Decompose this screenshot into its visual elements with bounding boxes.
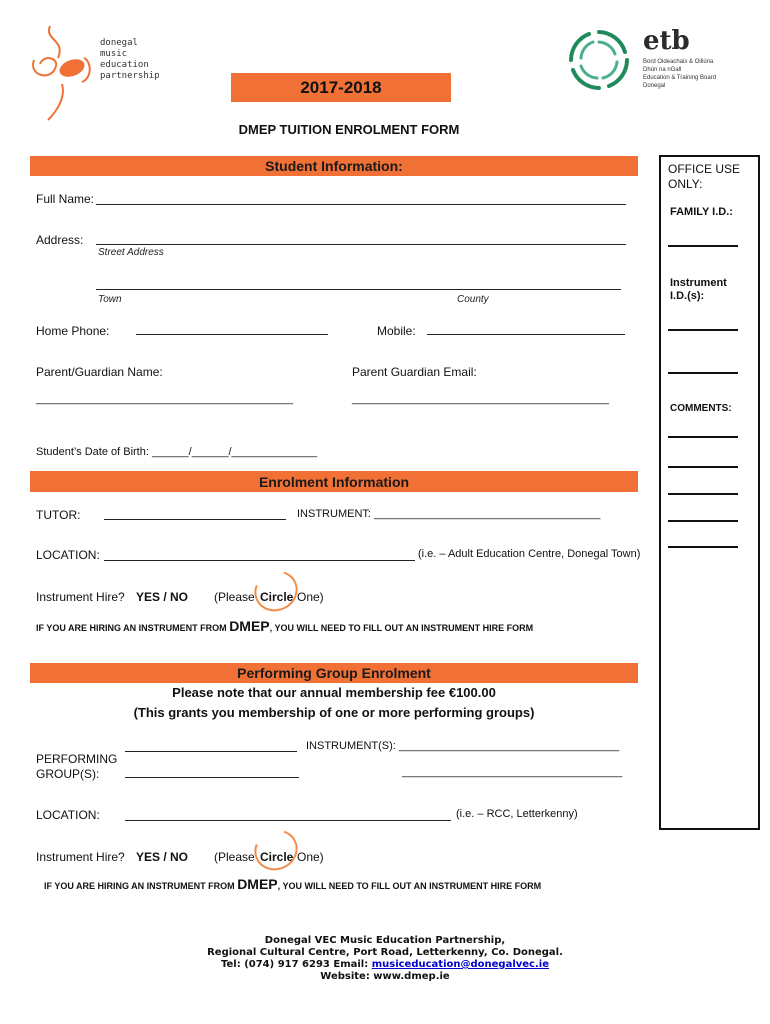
comments-line-4[interactable]: [668, 520, 738, 522]
performing-hire-yes-no[interactable]: YES / NO: [136, 850, 189, 864]
performing-note-post: , YOU WILL NEED TO FILL OUT AN INSTRUMENT HIRE FORM: [277, 881, 542, 891]
membership-fee-note: Please note that our annual membership fee €100.00: [172, 685, 496, 700]
etb-sub-3: Education & Training Board: [643, 75, 717, 81]
office-title: OFFICE USE ONLY:: [668, 162, 741, 191]
comments-line-1[interactable]: [668, 436, 738, 438]
town-caption: Town: [98, 294, 122, 305]
performing-group-field-1[interactable]: [125, 751, 297, 752]
enrolment-section-title: Enrolment Information: [258, 474, 410, 490]
circle-mark: [248, 564, 305, 619]
footer-line-2: Regional Cultural Centre, Port Road, Letterkenny, Co. Donegal.: [207, 947, 563, 958]
performing-hire-form-note: [44, 876, 541, 892]
performing-location-hint: (i.e. – RCC, Letterkenny): [456, 808, 578, 820]
tutor-field[interactable]: [104, 519, 286, 520]
comments-line-2[interactable]: [668, 466, 738, 468]
parent-name-field[interactable]: __________________________________________: [36, 393, 293, 405]
parent-name-label: Parent/Guardian Name:: [36, 365, 163, 379]
county-caption: County: [457, 294, 489, 305]
logo-text-4: partnership: [100, 71, 160, 81]
footer-line-3: [0, 959, 770, 971]
instrument-id-field-2[interactable]: [668, 372, 738, 374]
footer-tel-email: Tel: (074) 917 6293 Email:: [221, 959, 372, 970]
full-name-field[interactable]: [96, 204, 626, 205]
performing-circle-text: Circle: [260, 850, 294, 864]
performing-one-text: One): [297, 850, 324, 864]
performing-note-pre: IF YOU ARE HIRING AN INSTRUMENT FROM: [44, 881, 235, 891]
performing-circle-mark: [248, 823, 305, 878]
performing-hire-question: Instrument Hire?: [36, 850, 125, 864]
location-hint: (i.e. – Adult Education Centre, Donegal Town): [418, 548, 641, 560]
street-address-field[interactable]: [96, 244, 626, 245]
comments-label: COMMENTS:: [670, 403, 732, 414]
student-section-title: Student Information:: [265, 158, 403, 174]
performing-groups-label-1: PERFORMING: [36, 752, 118, 766]
footer: [0, 935, 770, 983]
address-label: Address:: [36, 233, 84, 247]
town-county-field[interactable]: [96, 289, 621, 290]
etb-sub-1: Bord Oideachais & Oiliúna: [643, 59, 714, 65]
street-address-caption: Street Address: [98, 247, 164, 258]
performing-location-field[interactable]: [125, 820, 451, 821]
etb-sub-2: Dhún na nGall: [643, 67, 682, 73]
performing-section-title: Performing Group Enrolment: [237, 665, 431, 681]
instrument-hire-question: Instrument Hire?: [36, 590, 125, 604]
family-id-label: FAMILY I.D.:: [670, 206, 733, 218]
parent-email-label: Parent Guardian Email:: [352, 365, 477, 379]
home-phone-label: Home Phone:: [36, 324, 110, 338]
mobile-label: Mobile:: [377, 324, 416, 338]
family-id-field[interactable]: [668, 245, 738, 247]
dmep-logo: [22, 18, 172, 123]
instruments-field-2[interactable]: ____________________________________: [402, 766, 623, 778]
performing-groups-label-2: GROUP(S):: [36, 767, 100, 781]
parent-email-field[interactable]: __________________________________________: [352, 393, 609, 405]
dob-field[interactable]: Student’s Date of Birth: ______/______/______________: [36, 446, 318, 458]
hire-yes-no[interactable]: YES / NO: [136, 590, 189, 604]
one-text: One): [297, 590, 324, 604]
location-field[interactable]: [104, 560, 415, 561]
instrument-id-label: Instrument I.D.(s):: [670, 277, 727, 302]
hire-form-note: [36, 618, 533, 634]
instrument-field[interactable]: INSTRUMENT: _____________________________________: [297, 508, 601, 520]
full-name-label: Full Name:: [36, 192, 95, 206]
year-banner: [231, 73, 451, 102]
performing-group-field-2[interactable]: [125, 777, 299, 778]
logo-text-3: education: [100, 60, 149, 70]
home-phone-field[interactable]: [136, 334, 328, 335]
etb-brand: etb: [643, 26, 690, 56]
logo-text-1: donegal: [100, 38, 138, 48]
membership-grant-note: (This grants you membership of one or more performing groups): [133, 705, 535, 720]
hire-note-post: , YOU WILL NEED TO FILL OUT AN INSTRUMENT HIRE FORM: [269, 623, 534, 633]
hire-note-dmep: DMEP: [229, 618, 270, 634]
etb-logo: [565, 22, 755, 102]
comments-line-5[interactable]: [668, 546, 738, 548]
year-text: 2017-2018: [300, 78, 382, 97]
logo-text-2: music: [100, 49, 128, 59]
footer-line-1: Donegal VEC Music Education Partnership,: [264, 935, 506, 946]
tutor-label: TUTOR:: [36, 508, 81, 522]
please-text: (Please: [214, 590, 255, 604]
performing-please-text: (Please: [214, 850, 255, 864]
comments-line-3[interactable]: [668, 493, 738, 495]
mobile-field[interactable]: [427, 334, 625, 335]
form-title: DMEP TUITION ENROLMENT FORM: [238, 122, 460, 137]
footer-website: Website: www.dmep.ie: [320, 971, 450, 982]
etb-sub-4: Donegal: [643, 83, 666, 89]
hire-note-pre: IF YOU ARE HIRING AN INSTRUMENT FROM: [36, 623, 227, 633]
location-label: LOCATION:: [36, 548, 100, 562]
instrument-id-field-1[interactable]: [668, 329, 738, 331]
dmep-logo-mark: [22, 18, 102, 123]
etb-swirl-icon: [565, 26, 633, 94]
instruments-field-1[interactable]: INSTRUMENT(S): ____________________________________: [306, 740, 620, 752]
performing-location-label: LOCATION:: [36, 808, 100, 822]
footer-email-link[interactable]: musiceducation@donegalvec.ie: [371, 959, 549, 970]
circle-text: Circle: [260, 590, 294, 604]
performing-note-dmep: DMEP: [237, 876, 278, 892]
